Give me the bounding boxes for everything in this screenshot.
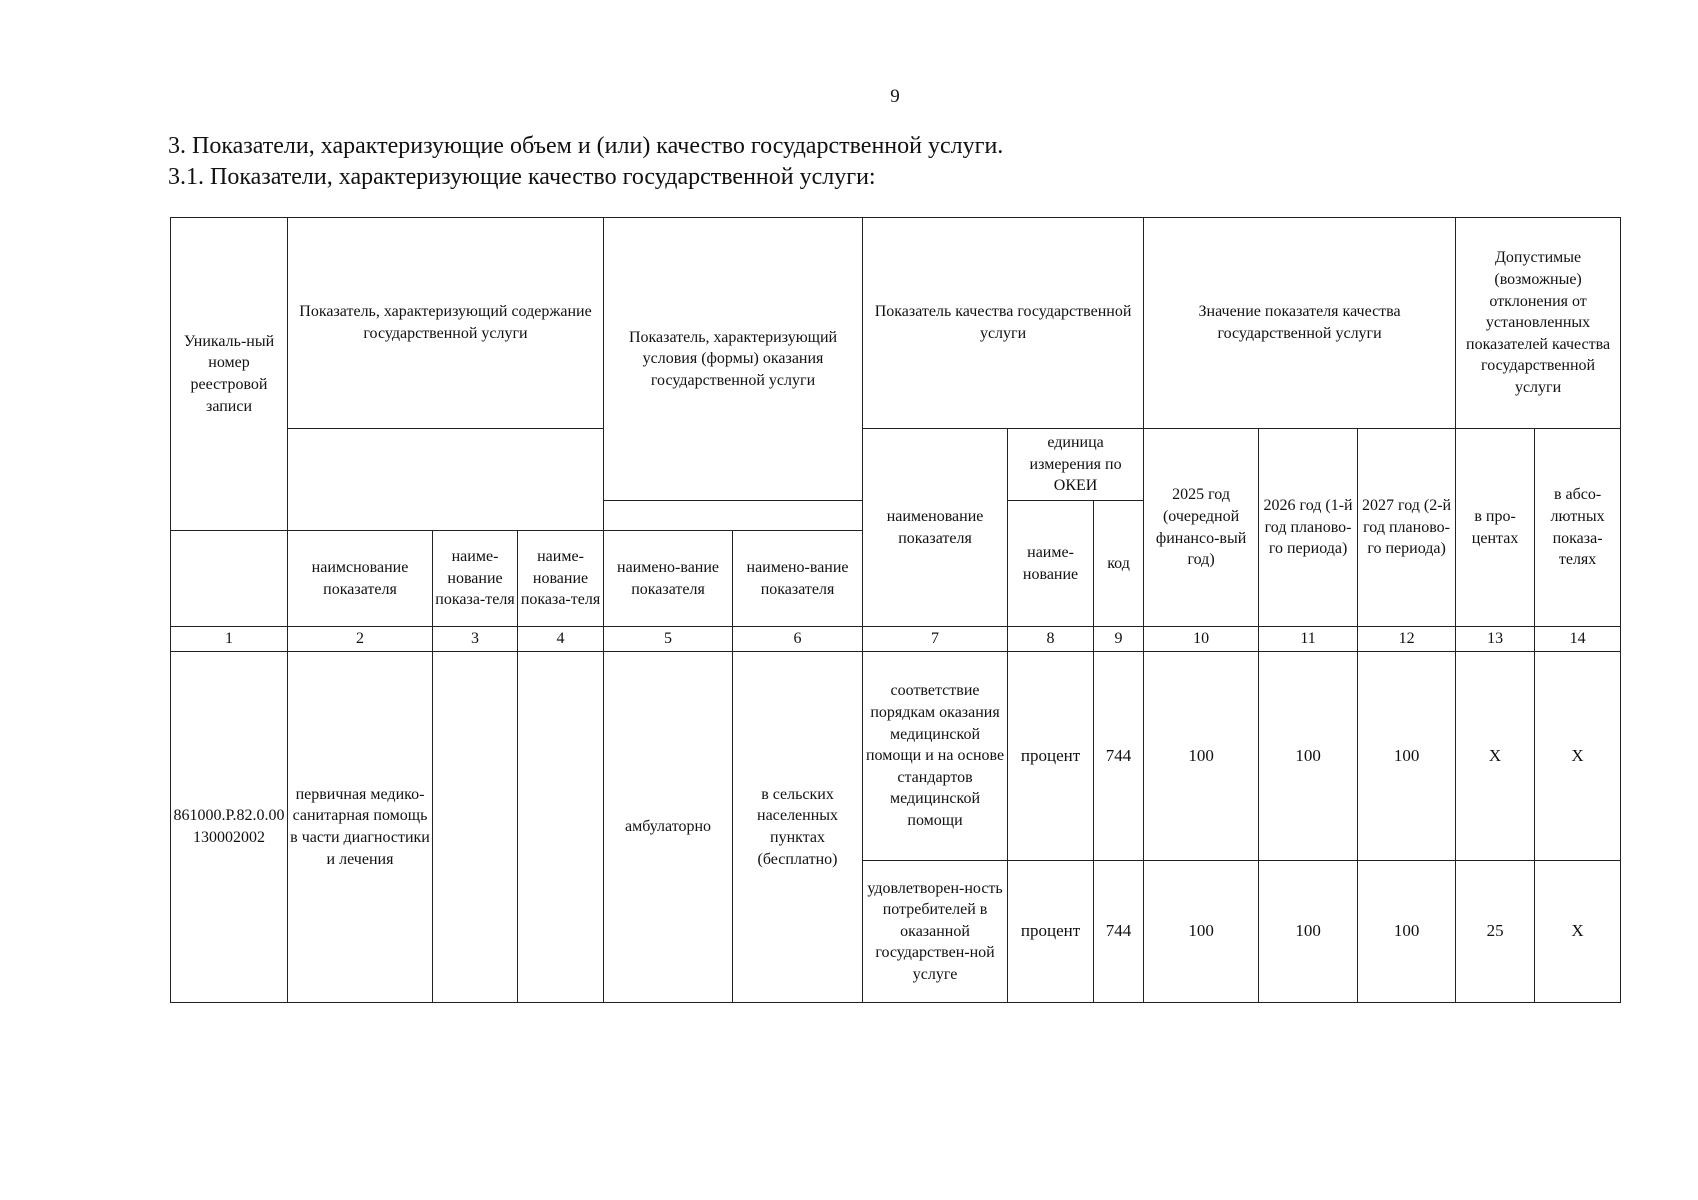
header-deviation-group: Допустимые (возможные) отклонения от установленных показателей качества государственной услуги: [1456, 218, 1621, 429]
deviation-percent: Х: [1456, 652, 1535, 861]
value-2026: 100: [1259, 861, 1358, 1003]
column-number: 13: [1456, 627, 1535, 652]
unit-name: процент: [1008, 652, 1094, 861]
condition-form: амбулаторно: [604, 652, 733, 1003]
header-indicator-name-7: наименование показателя: [863, 429, 1008, 627]
header-conditions-group: Показатель, характеризующий условия (формы) оказания государственной услуги: [604, 218, 863, 501]
column-number: 7: [863, 627, 1008, 652]
header-indicator-name-6: наимено-вание показателя: [733, 531, 863, 627]
quality-indicator: соответствие порядкам оказания медицинской помощи и на основе стандартов медицинской помощи: [863, 652, 1008, 861]
column-number: 6: [733, 627, 863, 652]
registry-number: 861000.Р.82.0.00130002002: [171, 652, 288, 1003]
page-number: 9: [890, 86, 900, 107]
quality-indicator: удовлетворен-ность потребителей в оказанной государствен-ной услуге: [863, 861, 1008, 1003]
content-indicator: первичная медико-санитарная помощь в части диагностики и лечения: [288, 652, 433, 1003]
section-heading: 3. Показатели, характеризующие объем и (или) качество государственной услуги.: [168, 133, 1004, 159]
column-number: 10: [1144, 627, 1259, 652]
column-number: 4: [518, 627, 604, 652]
deviation-absolute: Х: [1535, 652, 1621, 861]
deviation-absolute: Х: [1535, 861, 1621, 1003]
quality-indicators-table: [170, 217, 1621, 1003]
column-number: 9: [1094, 627, 1144, 652]
header-value-group: Значение показателя качества государственной услуги: [1144, 218, 1456, 429]
unit-name: процент: [1008, 861, 1094, 1003]
value-2027: 100: [1358, 652, 1456, 861]
empty-cell: [433, 652, 518, 1003]
header-quality-group: Показатель качества государственной услуги: [863, 218, 1144, 429]
column-number: 8: [1008, 627, 1094, 652]
header-unit-code: код: [1094, 501, 1144, 627]
column-number: 12: [1358, 627, 1456, 652]
header-unique-number: Уникаль-ный номер реестровой записи: [171, 218, 288, 531]
value-2026: 100: [1259, 652, 1358, 861]
column-number: 14: [1535, 627, 1621, 652]
header-conditions-spacer: [604, 501, 863, 531]
header-indicator-name-3: наиме-нование показа-теля: [433, 531, 518, 627]
header-dev-absolute: в абсо-лютных показа-телях: [1535, 429, 1621, 627]
header-unique-spacer: [171, 531, 288, 627]
unit-code: 744: [1094, 652, 1144, 861]
value-2027: 100: [1358, 861, 1456, 1003]
subsection-heading: 3.1. Показатели, характеризующие качество государственной услуги:: [168, 164, 876, 190]
value-2025: 100: [1144, 861, 1259, 1003]
header-year-2026: 2026 год (1-й год планово-го периода): [1259, 429, 1358, 627]
column-number: 3: [433, 627, 518, 652]
header-unit-okei: единица измерения по ОКЕИ: [1008, 429, 1144, 501]
column-number: 5: [604, 627, 733, 652]
condition-place: в сельских населенных пунктах (бесплатно): [733, 652, 863, 1003]
header-content-spacer: [288, 429, 604, 531]
column-number: 1: [171, 627, 288, 652]
header-dev-percent: в про-центах: [1456, 429, 1535, 627]
header-year-2027: 2027 год (2-й год планово-го периода): [1358, 429, 1456, 627]
column-number: 2: [288, 627, 433, 652]
header-indicator-name-5: наимено-вание показателя: [604, 531, 733, 627]
header-year-2025: 2025 год (очередной финансо-вый год): [1144, 429, 1259, 627]
unit-code: 744: [1094, 861, 1144, 1003]
deviation-percent: 25: [1456, 861, 1535, 1003]
column-number: 11: [1259, 627, 1358, 652]
header-content-group: Показатель, характеризующий содержание государственной услуги: [288, 218, 604, 429]
table-row: [171, 652, 1621, 861]
header-indicator-name-4: наиме-нование показа-теля: [518, 531, 604, 627]
value-2025: 100: [1144, 652, 1259, 861]
column-number-row: [171, 627, 1621, 652]
header-unit-name: наиме-нование: [1008, 501, 1094, 627]
empty-cell: [518, 652, 604, 1003]
header-indicator-name-2: наимснование показателя: [288, 531, 433, 627]
